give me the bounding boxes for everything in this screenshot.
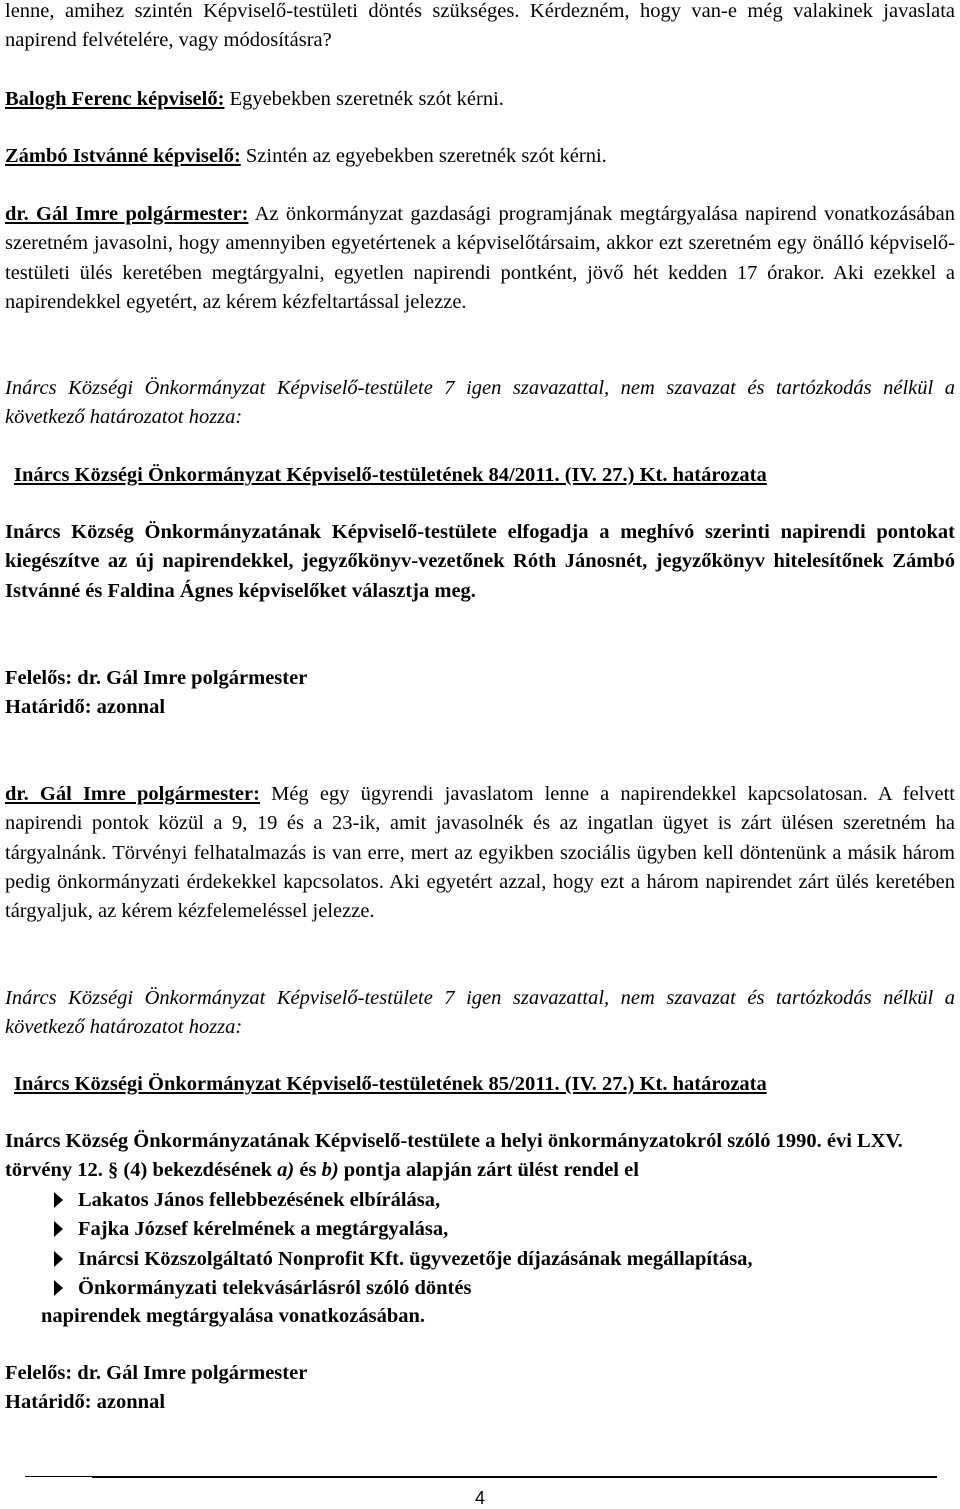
right-triangle-bullet-icon <box>54 1221 63 1237</box>
statement-mayor-2: Még egy ügyrendi javaslatom lenne a napirendekkel kapcsolatosan. A felvett napirendi pontok közül a 9, 19 és a 23-ik, amit javasolnék és az ingatlan ügyet is zárt ülésen szeretném ha tárgyalnánk. Törvényi felhatalmazás is van erre, mert az egyikben szociális ügyben kell döntenünk a másik három pedig önkormányzati érdekekkel kapcsolatos. Aki egyetért azzal, hogy ezt a három napirendet zárt ülés keretében tárgyaljuk, az kérem kézfelemeléssel jelezze. <box>5 783 956 923</box>
right-triangle-bullet-icon <box>54 1251 63 1267</box>
resolution-body-85-part2: és <box>294 1159 322 1182</box>
resolution-closing-85: napirendek megtárgyalása vonatkozásában. <box>41 1305 426 1327</box>
resolution-body-85-part1: Inárcs Község Önkormányzatának Képviselő-testülete a helyi önkormányzatokról szóló 1990. évi LXV. törvény 12. § (4) bekezdésének <box>5 1130 903 1182</box>
speaker-zambo: Zámbó Istvánné képviselő: <box>5 145 241 167</box>
list-item <box>5 1245 955 1274</box>
statement-balogh: Egyebekben szeretnék szót kérni. <box>224 88 504 110</box>
resolution-body-85-part3: pontja alapján zárt ülést rendel el <box>338 1159 639 1182</box>
closed-session-agenda-list <box>5 1186 955 1303</box>
page-number: 4 <box>474 1488 485 1508</box>
list-item-label: Inárcsi Közszolgáltató Nonprofit Kft. ügyvezetője díjazásának megállapítása, <box>78 1247 753 1270</box>
resolution-title-85: Inárcs Községi Önkormányzat Képviselő-testületének 85/2011. (IV. 27.) Kt. határozata <box>14 1073 767 1095</box>
right-triangle-bullet-icon <box>54 1280 63 1296</box>
paragraph-mayor-2 <box>5 780 955 926</box>
list-item-label: Önkormányzati telekvásárlásról szóló döntés <box>78 1276 472 1299</box>
responsible-85: Felelős: dr. Gál Imre polgármester <box>5 1362 308 1384</box>
speaker-mayor-1: dr. Gál Imre polgármester: <box>5 203 249 225</box>
vote-statement-1: Inárcs Községi Önkormányzat Képviselő-testülete 7 igen szavazattal, nem szavazat és tartózkodás nélkül a következő határozatot hozza: <box>5 377 955 429</box>
statement-mayor-1: Az önkormányzat gazdasági programjának megtárgyalása napirend vonatkozásában szeretném javasolni, hogy amennyiben egyetértenek a képviselőtársaim, akkor ezt szeretném egy önálló képviselő-testületi ülés keretében megtárgyalni, egyetlen napirendi pontként, jövő hét kedden 17 órakor. Aki ezekkel a napirendekkel egyetért, az kérem kézfeltartással jelezze. <box>5 203 955 313</box>
responsible-84: Felelős: dr. Gál Imre polgármester <box>5 667 308 689</box>
statement-zambo: Szintén az egyebekben szeretnék szót kérni. <box>240 145 607 167</box>
speaker-balogh: Balogh Ferenc képviselő: <box>5 88 225 110</box>
resolution-body-85-b: b) <box>321 1159 339 1182</box>
deadline-84: Határidő: azonnal <box>5 696 166 718</box>
list-item <box>5 1186 955 1215</box>
list-item-label: Fajka József kérelmének a megtárgyalása, <box>78 1218 449 1241</box>
list-item-label: Lakatos János fellebbezésének elbírálása, <box>78 1189 441 1211</box>
speaker-mayor-2: dr. Gál Imre polgármester: <box>5 783 260 805</box>
paragraph-zambo <box>5 142 955 171</box>
deadline-85: Határidő: azonnal <box>5 1391 166 1413</box>
right-triangle-bullet-icon <box>54 1192 63 1208</box>
paragraph-intro: lenne, amihez szintén Képviselő-testületi döntés szükséges. Kérdezném, hogy van-e még valakinek javaslata napirend felvételére, vagy módosításra? <box>5 0 955 52</box>
footer-divider-thick <box>92 1476 937 1478</box>
list-item <box>5 1274 955 1303</box>
list-item <box>5 1215 955 1244</box>
resolution-body-85-a: a) <box>277 1159 295 1182</box>
vote-statement-2: Inárcs Községi Önkormányzat Képviselő-testülete 7 igen szavazattal, nem szavazat és tartózkodás nélkül a következő határozatot hozza: <box>5 987 955 1039</box>
resolution-title-84: Inárcs Községi Önkormányzat Képviselő-testületének 84/2011. (IV. 27.) Kt. határozata <box>14 464 767 486</box>
resolution-body-84: Inárcs Község Önkormányzatának Képviselő-testülete elfogadja a meghívó szerinti napirendi pontokat kiegészítve az új napirendekkel, jegyzőkönyv-vezetőnek Róth Jánosnét, jegyzőkönyv hitelesítőnek Zámbó Istvánné és Faldina Ágnes képviselőket választja meg. <box>5 521 955 602</box>
paragraph-mayor-1 <box>5 200 955 317</box>
resolution-body-85 <box>5 1127 955 1186</box>
paragraph-balogh <box>5 85 955 114</box>
